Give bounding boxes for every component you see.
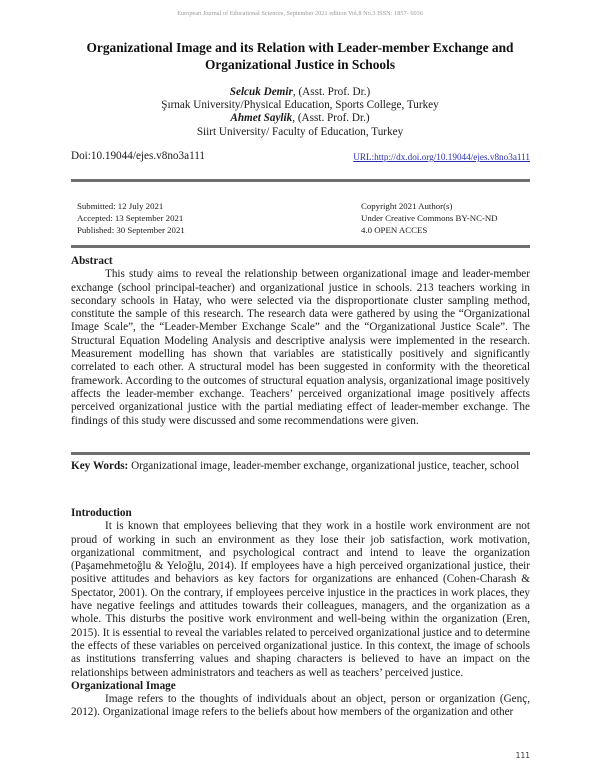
author-affiliation: Şırnak University/Physical Education, Sports College, Turkey	[161, 99, 439, 112]
page-number: 111	[515, 751, 530, 760]
org-image-heading: Organizational Image	[71, 679, 176, 692]
published-date: Published: 30 September 2021	[77, 225, 185, 235]
org-image-text: Image refers to the thoughts of individuals about an object, person or organization (Genç, 2012). Organizational image refers to the beliefs about how members of the organization and other	[71, 693, 530, 719]
abstract-heading: Abstract	[71, 255, 113, 267]
author-2	[60, 112, 540, 125]
author-rank: , (Asst. Prof. Dr.)	[292, 86, 371, 98]
publication-dates	[77, 200, 185, 236]
license: Under Creative Commons BY-NC-ND	[361, 213, 498, 223]
divider	[71, 245, 530, 248]
author-rank: , (Asst. Prof. Dr.)	[292, 112, 370, 125]
keywords-label: Key Words:	[71, 460, 129, 472]
doi: Doi:10.19044/ejes.v8no3a111	[71, 150, 206, 162]
access: 4.0 OPEN ACCES	[361, 225, 428, 235]
submitted-date: Submitted: 12 July 2021	[77, 201, 164, 211]
copyright: Copyright 2021 Author(s)	[361, 201, 453, 211]
divider	[71, 452, 530, 455]
author-1	[60, 86, 540, 99]
keywords-section	[71, 460, 530, 473]
doi-row	[71, 150, 530, 164]
keywords-text: Organizational image, leader-member exchange, organizational justice, teacher, school	[128, 460, 520, 472]
author-name: Ahmet Saylik	[230, 112, 293, 125]
introduction-section	[71, 507, 530, 720]
doi-url-link[interactable]: URL:http://dx.doi.org/10.19044/ejes.v8no3a111	[353, 152, 530, 162]
license-info	[361, 200, 498, 236]
author-name: Selcuk Demir	[229, 86, 293, 98]
abstract-section	[71, 255, 530, 428]
introduction-heading: Introduction	[71, 507, 132, 519]
authors-block	[60, 86, 540, 139]
paper-title: Organizational Image and its Relation with Leader-member Exchange and Organizational Justice in Schools	[86, 40, 514, 72]
running-header: European Journal of Educational Sciences, September 2021 edition Vol.8 No.3 ISSN: 1857- 6036	[177, 10, 423, 17]
author-affiliation: Siirt University/ Faculty of Education, Turkey	[196, 125, 404, 138]
accepted-date: Accepted: 13 September 2021	[77, 213, 184, 223]
abstract-text: This study aims to reveal the relationship between organizational image and leader-member exchange (school principal-teacher) and organizational justice in schools. 213 teachers working in secondary schools in Hatay, who were selected via the disproportionate cluster sampling method, constitute the sample of this research. The research data were gathered by using the “Organizational Image Scale”, the “Leader-Member Exchange Scale” and the “Organizational Justice Scale”. The Structural Equation Modeling Analysis and descriptive analysis were implemented in the research. Measurement modelling has shown that variables are statistically positively and significantly correlated to each other. A structural model has been suggested in conformity with the theoretical framework. According to the outcomes of structural equation analysis, organizational image positively affects the leader-member exchange. Teachers’ perceived organizational image positively affects perceived organizational justice with the partial mediating effect of leader-member exchange. The findings of this study were discussed and some recommendations were given.	[71, 268, 530, 427]
divider	[71, 179, 530, 182]
introduction-text: It is known that employees believing that they work in a hostile work environment are not proud of working in such an environment as they lose their job satisfaction, work motivation, organizational commitment, and psychological contract and intend to leave the organization (Paşamehmetoğlu & Yeloğlu, 2014). If employees have a high perceived organizational justice, their positive attitudes and behaviors as key factors for organizations are enhanced (Cohen-Charash & Spectator, 2001). On the contrary, if employees perceive injustice in the practices in work places, they have negative feelings and attitudes towards their colleagues, managers, and the organization as a whole. This disturbs the positive work environment and well-being within the organization (Eren, 2015). It is essential to reveal the variables related to perceived organizational justice and to determine the effects of these variables on perceived organizational justice. In this context, the image of schools as institutions transferring values and shaping characters is believed to have an impact on the relationships between administrators and teachers as well as teachers’ perceived justice.	[71, 520, 530, 679]
